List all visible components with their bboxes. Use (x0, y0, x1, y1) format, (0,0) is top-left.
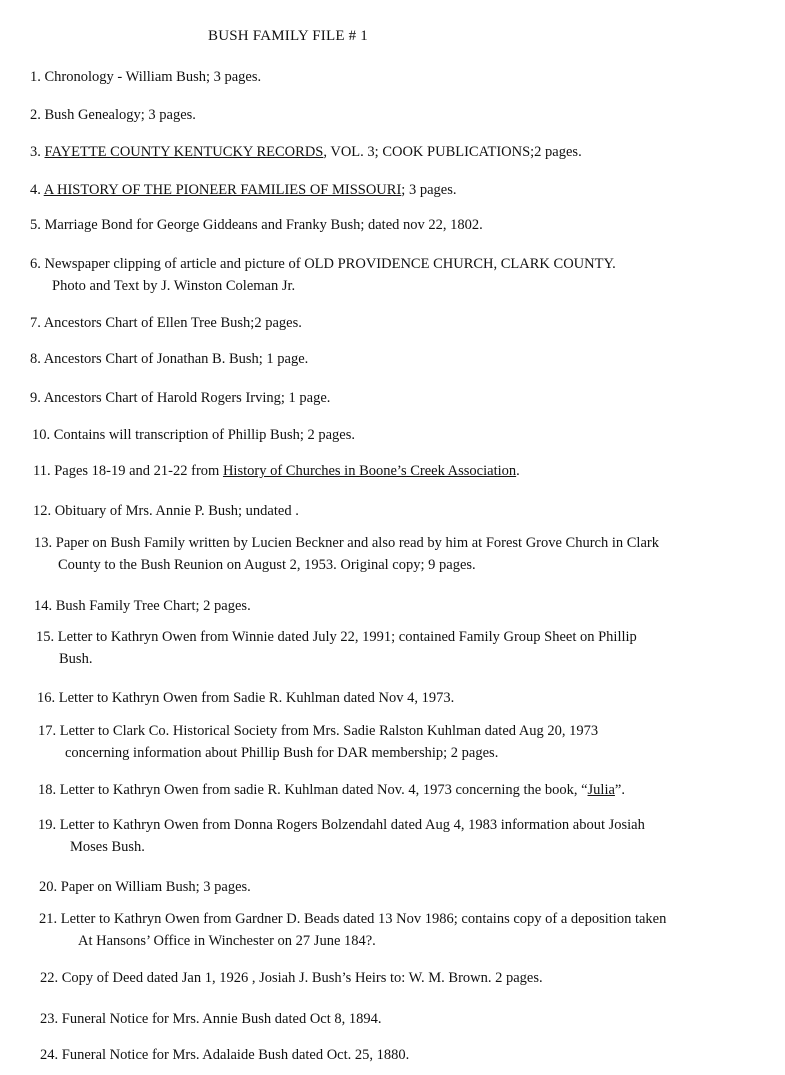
list-item-text: Contains will transcription of Phillip Bush; 2 pages. (53, 427, 356, 443)
list-item-continuation: Photo and Text by J. Winston Coleman Jr. (52, 278, 296, 294)
list-item-number: 10. (32, 427, 54, 443)
list-item-number: 9. (30, 390, 44, 406)
list-item-number: 15. (36, 629, 58, 645)
list-item-text: Funeral Notice for Mrs. Annie Bush dated Oct 8, 1894. (61, 1011, 382, 1027)
list-item-line (33, 462, 520, 481)
list-item-text: Bush Genealogy; 3 pages. (44, 107, 196, 123)
list-item-text: Pages 18-19 and 21-22 from (54, 463, 223, 479)
list-item-number: 8. (30, 351, 44, 367)
underlined-title: FAYETTE COUNTY KENTUCKY RECORDS (44, 144, 324, 160)
list-item (30, 314, 302, 333)
list-item-text: . (516, 463, 520, 479)
list-item-line (36, 628, 637, 647)
list-item (30, 216, 483, 235)
list-item-text: ; 3 pages. (401, 182, 457, 198)
list-item-line (40, 969, 543, 988)
list-item-number: 24. (40, 1047, 62, 1063)
list-item (38, 816, 645, 857)
list-item-text: Letter to Kathryn Owen from Gardner D. Beads dated 13 Nov 1986; contains copy of a deposition taken (60, 911, 667, 927)
list-item-text: Paper on Bush Family written by Lucien Beckner and also read by him at Forest Grove Church in Clark (55, 535, 659, 551)
list-item (39, 910, 666, 951)
list-item-number: 16. (37, 690, 59, 706)
list-item-line (40, 1010, 382, 1029)
list-item-text: Ancestors Chart of Harold Rogers Irving; 1 page. (43, 390, 331, 406)
list-item-line (30, 255, 616, 274)
list-item-number: 6. (30, 256, 45, 272)
list-item-continuation: Moses Bush. (70, 839, 145, 855)
list-item-text: Letter to Kathryn Owen from Donna Rogers Bolzendahl dated Aug 4, 1983 information about Josiah (59, 817, 645, 833)
list-item-line (34, 597, 251, 616)
list-item-line (40, 1046, 409, 1065)
list-item-text: , VOL. 3; COOK PUBLICATIONS;2 pages. (323, 144, 582, 160)
list-item-text: Letter to Kathryn Owen from Sadie R. Kuhlman dated Nov 4, 1973. (58, 690, 455, 706)
document-title: BUSH FAMILY FILE # 1 (208, 28, 369, 44)
list-item (38, 781, 625, 800)
list-item-number: 20. (39, 879, 61, 895)
list-item-number: 21. (39, 911, 61, 927)
list-item-number: 3. (30, 144, 45, 160)
list-item-text: Paper on William Bush; 3 pages. (60, 879, 251, 895)
list-item-line (30, 106, 196, 125)
list-item (30, 106, 196, 125)
list-item-text: Ancestors Chart of Jonathan B. Bush; 1 page. (43, 351, 309, 367)
list-item-number: 19. (38, 817, 60, 833)
list-item (34, 597, 251, 616)
list-item-text: Obituary of Mrs. Annie P. Bush; undated . (54, 503, 299, 519)
list-item (40, 1010, 382, 1029)
list-item-text: Copy of Deed dated Jan 1, 1926 , Josiah J. Bush’s Heirs to: W. M. Brown. 2 pages. (61, 970, 543, 986)
list-item-line (38, 781, 625, 800)
list-item (34, 534, 659, 575)
list-item-line (30, 389, 330, 408)
list-item-number: 4. (30, 182, 44, 198)
list-item (40, 969, 543, 988)
list-item (32, 426, 355, 445)
list-item-number: 12. (33, 503, 55, 519)
list-item-text: Letter to Clark Co. Historical Society from Mrs. Sadie Ralston Kuhlman dated Aug 20, 1973 (59, 723, 599, 739)
list-item (30, 255, 616, 296)
list-item (30, 143, 582, 162)
list-item-number: 17. (38, 723, 60, 739)
list-item-line (38, 816, 645, 835)
list-item-number: 2. (30, 107, 45, 123)
list-item-continuation: County to the Bush Reunion on August 2, 1953. Original copy; 9 pages. (58, 557, 476, 573)
list-item-number: 22. (40, 970, 62, 986)
list-item-number: 11. (33, 463, 55, 479)
list-item-line (30, 68, 261, 87)
list-item-text: Funeral Notice for Mrs. Adalaide Bush dated Oct. 25, 1880. (61, 1047, 410, 1063)
list-item-number: 5. (30, 217, 45, 233)
underlined-title: History of Churches in Boone’s Creek Association (222, 463, 517, 479)
list-item-number: 23. (40, 1011, 62, 1027)
list-item (30, 68, 261, 87)
list-item (33, 502, 299, 521)
list-item-text: Marriage Bond for George Giddeans and Franky Bush; dated nov 22, 1802. (44, 217, 483, 233)
list-item-line (32, 426, 355, 445)
list-item-number: 7. (30, 315, 44, 331)
list-item-text: Letter to Kathryn Owen from Winnie dated July 22, 1991; contained Family Group Sheet on Phillip (57, 629, 637, 645)
list-item-line (37, 689, 454, 708)
list-item (30, 389, 330, 408)
underlined-title: Julia (587, 782, 615, 798)
list-item-number: 18. (38, 782, 60, 798)
list-item-text: Chronology - William Bush; 3 pages. (44, 69, 262, 85)
list-item (37, 689, 454, 708)
list-item-line (30, 181, 456, 200)
list-item-line (39, 910, 666, 929)
list-item-line (38, 722, 598, 741)
list-item-line (30, 143, 582, 162)
list-item-text: Letter to Kathryn Owen from sadie R. Kuhlman dated Nov. 4, 1973 concerning the book, “ (59, 782, 588, 798)
list-item-continuation: Bush. (59, 651, 93, 667)
list-item (36, 628, 637, 669)
underlined-title: A HISTORY OF THE PIONEER FAMILIES OF MISSOURI (43, 182, 402, 198)
list-item-line (34, 534, 659, 553)
list-item-line (39, 878, 251, 897)
list-item-continuation: concerning information about Phillip Bush for DAR membership; 2 pages. (65, 745, 499, 761)
list-item (30, 350, 308, 369)
list-item-text: Bush Family Tree Chart; 2 pages. (55, 598, 251, 614)
list-item (39, 878, 251, 897)
list-item-line (30, 216, 483, 235)
list-item-text: Ancestors Chart of Ellen Tree Bush;2 pages. (43, 315, 302, 331)
list-item-number: 13. (34, 535, 56, 551)
list-item-line (30, 314, 302, 333)
list-item-line (33, 502, 299, 521)
list-item-text: Newspaper clipping of article and picture of OLD PROVIDENCE CHURCH, CLARK COUNTY. (44, 256, 616, 272)
list-item-line (30, 350, 308, 369)
list-item (33, 462, 520, 481)
list-item (30, 181, 456, 200)
list-item-number: 14. (34, 598, 56, 614)
list-item (38, 722, 598, 763)
list-item-continuation: At Hansons’ Office in Winchester on 27 June 184?. (78, 933, 376, 949)
list-item-text: ”. (614, 782, 625, 798)
list-item (40, 1046, 409, 1065)
list-item-number: 1. (30, 69, 45, 85)
